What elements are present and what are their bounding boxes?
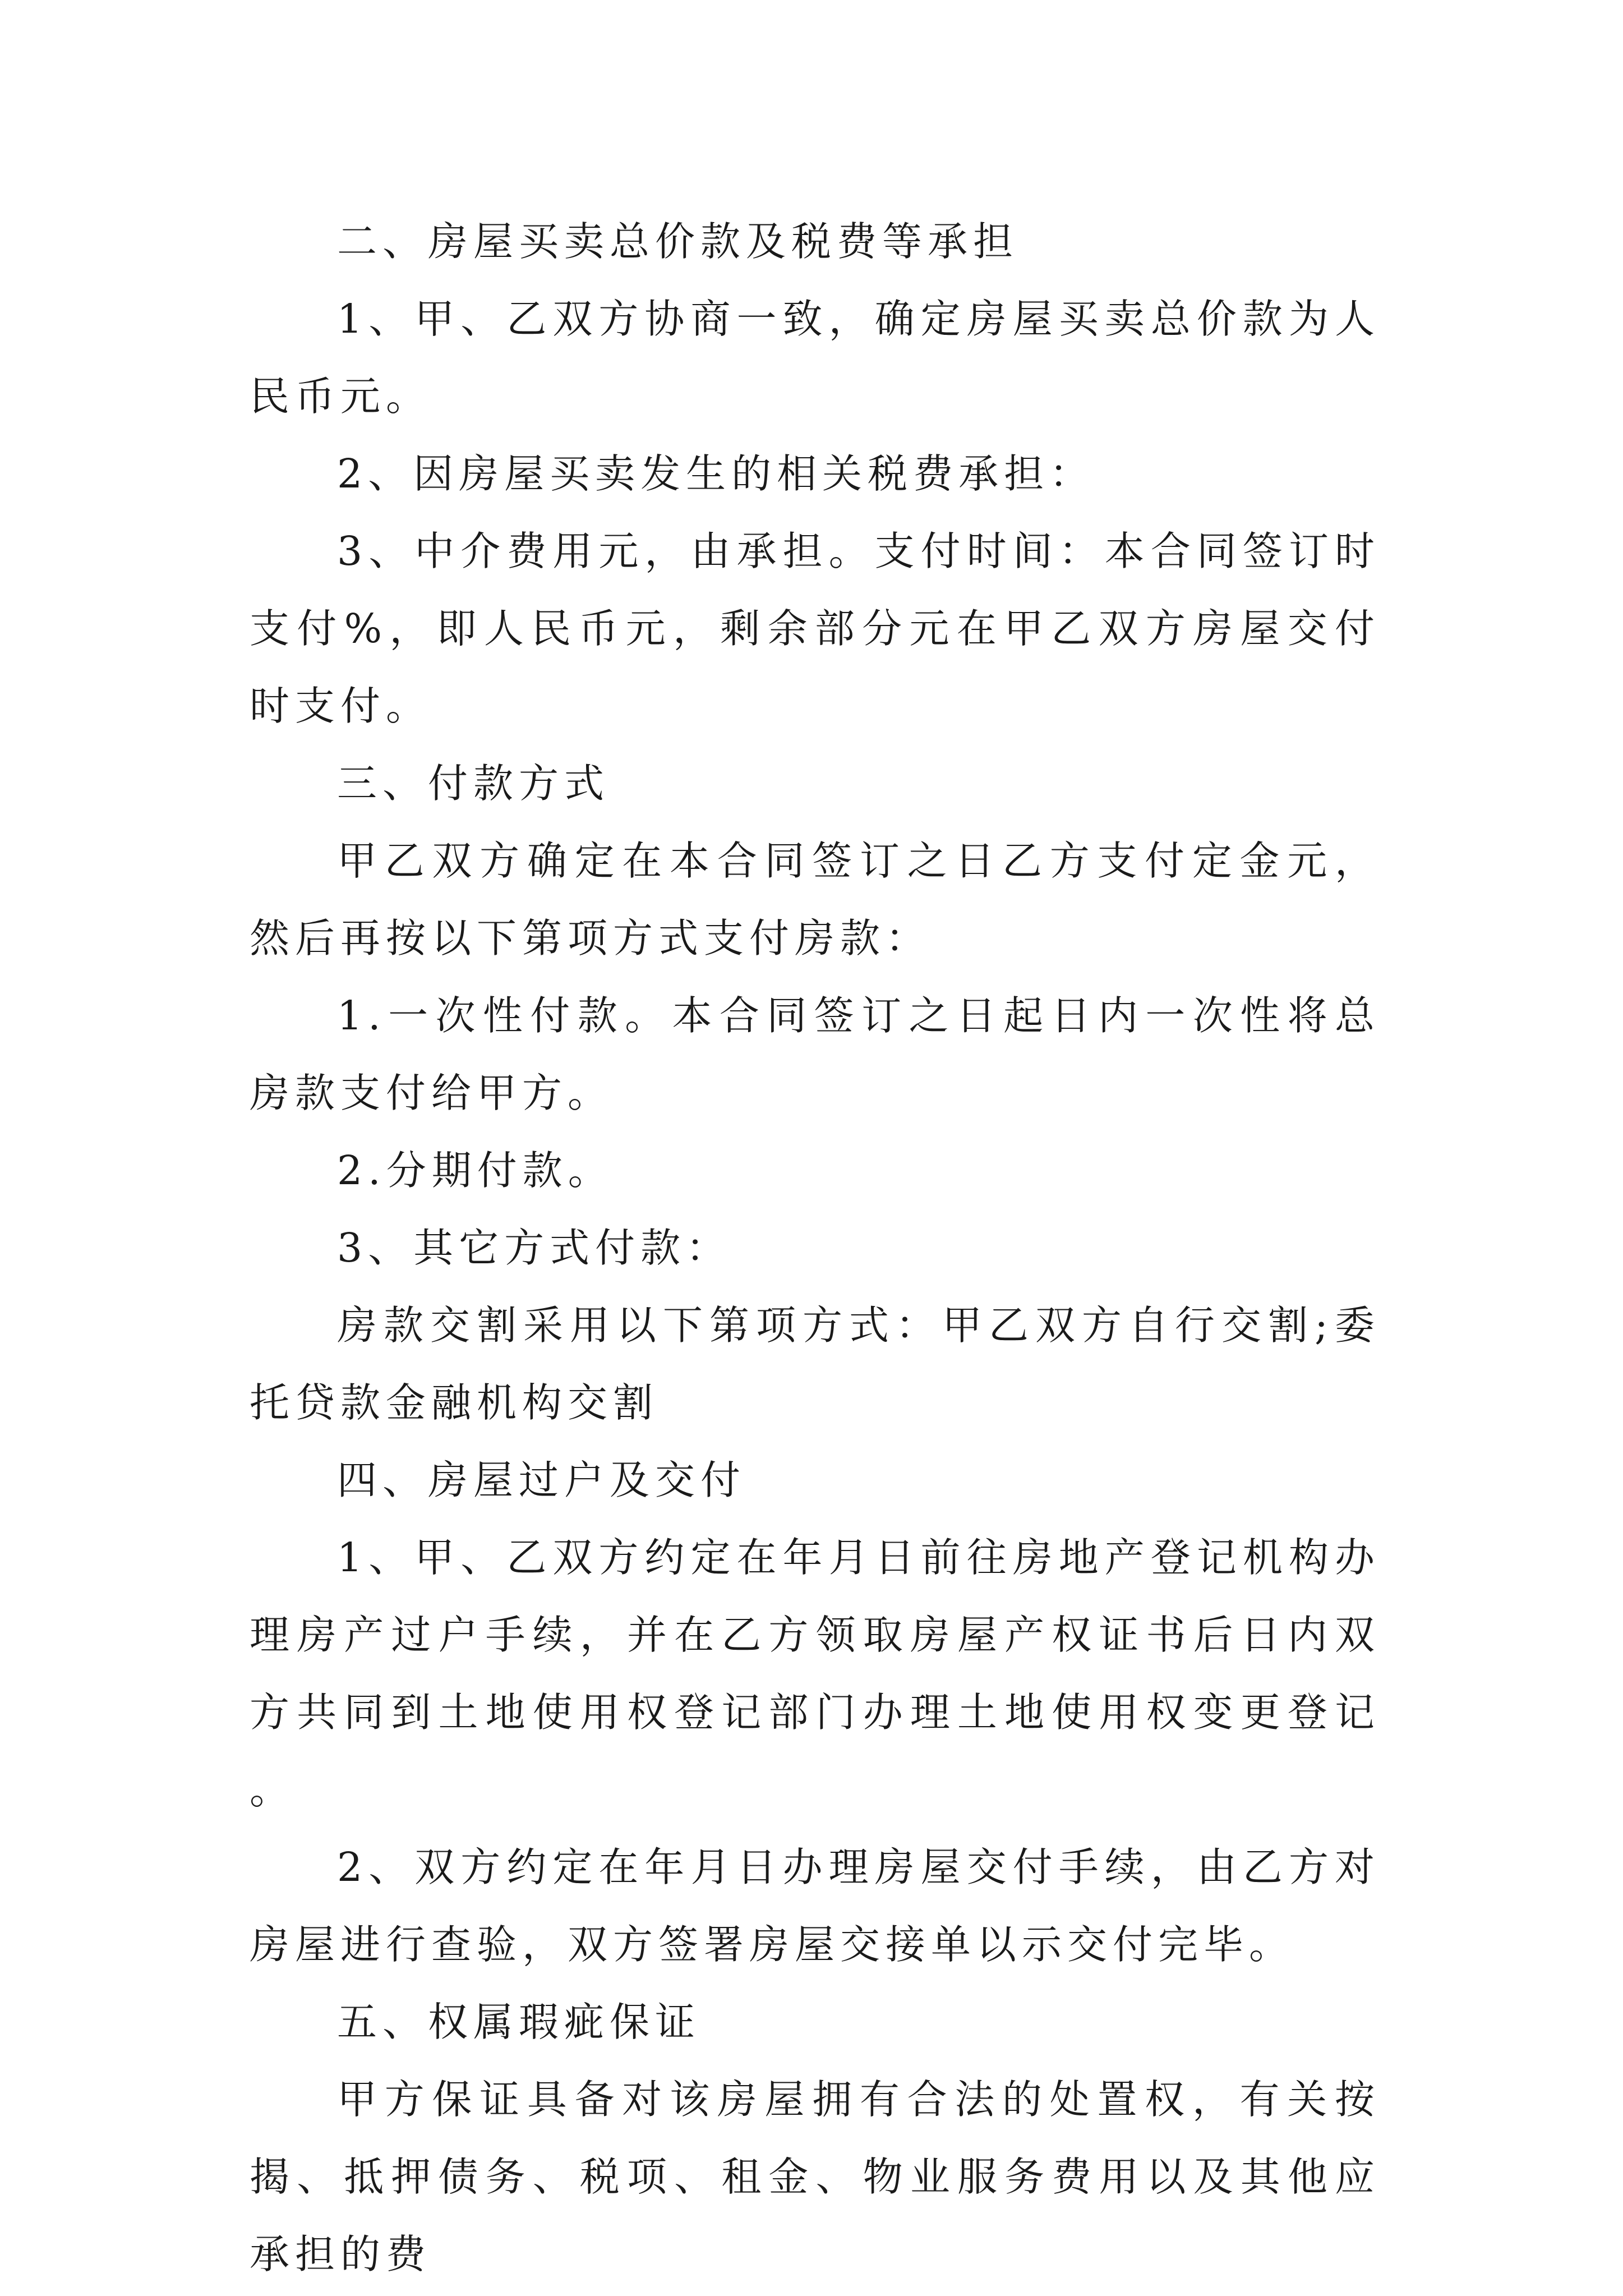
section-heading-4: 四、房屋过户及交付 — [337, 1457, 746, 1503]
document-body — [250, 203, 1380, 2293]
clause-2-3: 3、中介费用元，由承担。支付时间：本合同签订时支付%，即人民币元，剩余部分元在甲乙双方房屋交付时支付。 — [250, 528, 1380, 729]
clause-3-1: 1.一次性付款。本合同签订之日起日内一次性将总房款支付给甲方。 — [250, 992, 1380, 1116]
clause-3-2: 2.分期付款。 — [337, 1147, 614, 1194]
clause-4-1: 1、甲、乙双方约定在年月日前往房地产登记机构办理房产过户手续，并在乙方领取房屋产权证书后日内双方共同到土地使用权登记部门办理土地使用权变更登记。 — [250, 1534, 1380, 1813]
section-heading-2: 二、房屋买卖总价款及税费等承担 — [337, 218, 1019, 265]
clause-3-settlement: 房款交割采用以下第项方式：甲乙双方自行交割;委托贷款金融机构交割 — [250, 1302, 1380, 1426]
clause-2-2: 2、因房屋买卖发生的相关税费承担： — [337, 450, 1095, 497]
clause-2-1: 1、甲、乙双方协商一致，确定房屋买卖总价款为人民币元。 — [250, 296, 1380, 420]
clause-5-body: 甲方保证具备对该房屋拥有合法的处置权，有关按揭、抵押债务、税项、租金、物业服务费用以及其他应承担的费 — [250, 2076, 1380, 2277]
clause-4-2: 2、双方约定在年月日办理房屋交付手续，由乙方对房屋进行查验，双方签署房屋交接单以示交付完毕。 — [250, 1844, 1380, 1968]
section-heading-5: 五、权属瑕疵保证 — [337, 1999, 701, 2045]
clause-3-3: 3、其它方式付款： — [337, 1225, 732, 1271]
clause-3-intro: 甲乙双方确定在本合同签订之日乙方支付定金元，然后再按以下第项方式支付房款： — [250, 838, 1380, 961]
section-heading-3: 三、付款方式 — [337, 760, 610, 807]
